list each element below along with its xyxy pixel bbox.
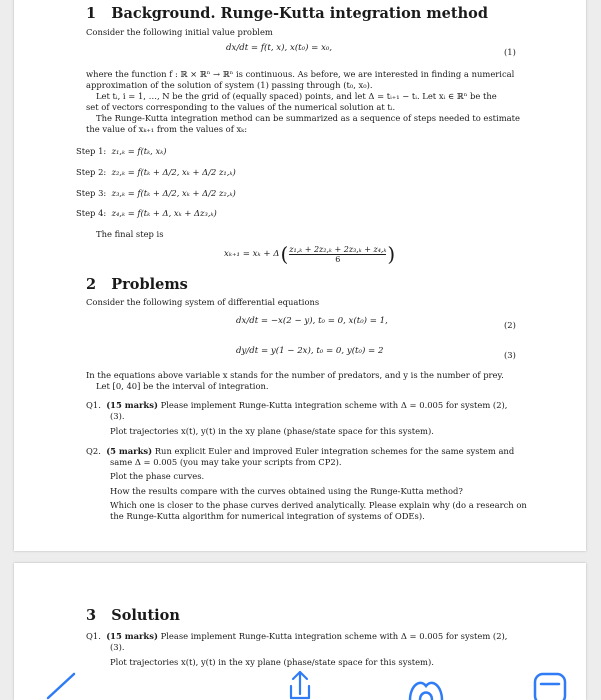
paragraph-line: the value of xₖ₊₁ from the values of xₖ: bbox=[86, 124, 248, 134]
paragraph-line: where the function f : ℝ × ℝⁿ → ℝⁿ is continuous. As before, we are interested in finding a numerical bbox=[86, 69, 515, 79]
final-fraction: $\frac{\text{z₁,ₖ + 2z₂,ₖ + 2z₃,ₖ + z₄,ₖ}}{6}$ bbox=[289, 244, 387, 264]
question-line: same Δ = 0.005 (you may take your scripts from CP2). bbox=[110, 457, 342, 467]
step-1: Step 1: z₁,ₖ = f(tₖ, xₖ) bbox=[76, 146, 167, 156]
section-2-heading bbox=[86, 276, 188, 293]
bottom-toolbar bbox=[0, 668, 601, 700]
equation-3: dy/dt = y(1 − 2x), t₀ = 0, y(t₀) = 2 bbox=[236, 346, 384, 356]
question-line: the Runge-Kutta algorithm for numerical integration of systems of ODEs). bbox=[110, 511, 425, 521]
equation-1-label: (1) bbox=[504, 47, 516, 57]
equation-2: dx/dt = −x(2 − y), t₀ = 0, x(t₀) = 1, bbox=[236, 316, 388, 326]
paragraph-line: set of vectors corresponding to the values of the numerical solution at tᵢ. bbox=[86, 102, 396, 112]
final-step-equation: xₖ₊₁ = xₖ + Δ ( $\frac{\text{z₁,ₖ + 2z₂,ₖ + 2z₃,ₖ + z₄,ₖ}}{6}$ ) bbox=[224, 242, 396, 266]
step-4: Step 4: z₄,ₖ = f(tₖ + Δ, xₖ + Δz₃,ₖ) bbox=[76, 208, 217, 218]
section-1-heading bbox=[86, 5, 488, 22]
paragraph-line: Let tᵢ, i = 1, …, N be the grid of (equally spaced) points, and let Δ = tᵢ₊₁ − tᵢ. Let xᵢ ∈ ℝⁿ be the bbox=[96, 91, 497, 101]
paragraph-line: The Runge-Kutta integration method can be summarized as a sequence of steps needed to estimate bbox=[96, 113, 520, 123]
step-3: Step 3: z₃,ₖ = f(tₖ + Δ/2, xₖ + Δ/2 z₂,ₖ) bbox=[76, 188, 236, 198]
message-icon[interactable] bbox=[532, 668, 572, 700]
section-3-heading bbox=[86, 607, 180, 624]
section-title: Background. Runge-Kutta integration method bbox=[111, 5, 488, 22]
question-line: (3). bbox=[110, 411, 125, 421]
question-2: Q2. (5 marks) Run explicit Euler and improved Euler integration schemes for the same system and bbox=[86, 446, 515, 456]
question-line: Plot trajectories x(t), y(t) in the xy plane (phase/state space for this system). bbox=[110, 657, 434, 667]
question-1: Q1. (15 marks) Please implement Runge-Kutta integration scheme with Δ = 0.005 for system (2), bbox=[86, 400, 508, 410]
question-line: Plot trajectories x(t), y(t) in the xy plane (phase/state space for this system). bbox=[110, 426, 434, 436]
section-title: Problems bbox=[111, 276, 188, 293]
question-line: Plot the phase curves. bbox=[110, 471, 205, 481]
final-step-text: The final step is bbox=[96, 229, 164, 239]
intro-text: Consider the following initial value problem bbox=[86, 27, 273, 37]
equation-1: dx/dt = f(t, x), x(t₀) = x₀, bbox=[226, 43, 333, 53]
section-number: 3 bbox=[86, 607, 97, 624]
equation-2-label: (2) bbox=[504, 320, 516, 330]
document-page-1 bbox=[14, 0, 586, 551]
draw-loop-icon[interactable] bbox=[406, 668, 446, 700]
question-line: (3). bbox=[110, 642, 125, 652]
paragraph-line: approximation of the solution of system (1) passing through (t₀, x₀). bbox=[86, 80, 373, 90]
paragraph-line: Let [0, 40] be the interval of integration. bbox=[96, 381, 269, 391]
share-icon[interactable] bbox=[284, 668, 316, 700]
section-number: 2 bbox=[86, 276, 97, 293]
pen-icon[interactable] bbox=[44, 668, 80, 700]
step-2: Step 2: z₂,ₖ = f(tₖ + Δ/2, xₖ + Δ/2 z₁,ₖ) bbox=[76, 167, 236, 177]
intro-text: Consider the following system of differential equations bbox=[86, 297, 320, 307]
paragraph-line: In the equations above variable x stands for the number of predators, and y is the number of prey. bbox=[86, 370, 504, 380]
section-title: Solution bbox=[111, 607, 180, 624]
question-line: Which one is closer to the phase curves derived analytically. Please explain why (do a research on bbox=[110, 500, 527, 510]
question-line: How the results compare with the curves obtained using the Runge-Kutta method? bbox=[110, 486, 463, 496]
question-1: Q1. (15 marks) Please implement Runge-Kutta integration scheme with Δ = 0.005 for system (2), bbox=[86, 631, 508, 641]
equation-3-label: (3) bbox=[504, 350, 516, 360]
section-number: 1 bbox=[86, 5, 97, 22]
